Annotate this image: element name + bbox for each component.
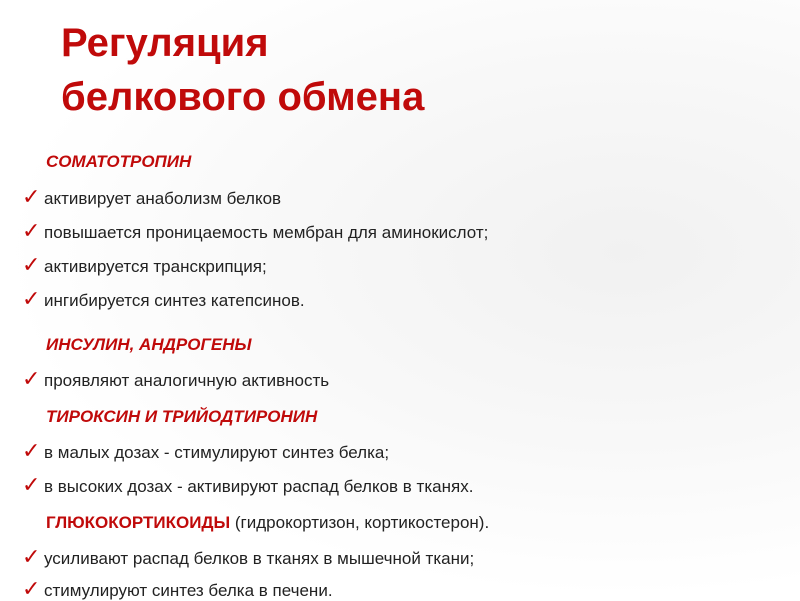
- list-item: [22, 438, 390, 463]
- list-item: [22, 366, 330, 391]
- list-item: [22, 544, 475, 569]
- checkmark-icon: ✓: [22, 286, 41, 311]
- checkmark-icon: ✓: [22, 218, 41, 243]
- section-heading-insulin: ИНСУЛИН, АНДРОГЕНЫ: [46, 335, 252, 354]
- section-heading-glucocorticoids: [46, 513, 489, 533]
- title-line-1: Регуляция: [61, 21, 269, 65]
- list-item: [22, 252, 267, 277]
- list-item-text: в малых дозах - стимулируют синтез белка;: [44, 443, 390, 462]
- list-item-text: стимулируют синтез белка в печени.: [44, 581, 333, 600]
- list-item: [22, 472, 474, 497]
- section-heading-thyroxine: ТИРОКСИН И ТРИЙОДТИРОНИН: [46, 407, 318, 426]
- checkmark-icon: ✓: [22, 184, 41, 209]
- list-item-text: в высоких дозах - активируют распад белков в тканях.: [44, 477, 474, 496]
- section-heading-glucocorticoids-label: ГЛЮКОКОРТИКОИДЫ: [46, 513, 231, 532]
- list-item: [22, 576, 333, 601]
- list-item-text: активируется транскрипция;: [44, 257, 267, 276]
- checkmark-icon: ✓: [22, 472, 41, 497]
- checkmark-icon: ✓: [22, 544, 41, 569]
- title-line-2: белкового обмена: [61, 75, 425, 119]
- list-item-text: повышается проницаемость мембран для аминокислот;: [44, 223, 489, 242]
- section-heading-note: (гидрокортизон, кортикостерон).: [230, 513, 490, 532]
- checkmark-icon: ✓: [22, 252, 41, 277]
- list-item: [22, 286, 305, 311]
- list-item: [22, 218, 489, 243]
- list-item-text: активирует анаболизм белков: [44, 189, 282, 208]
- checkmark-icon: ✓: [22, 576, 41, 601]
- list-item-text: ингибируется синтез катепсинов.: [44, 291, 305, 310]
- section-heading-somatotropin: СОМАТОТРОПИН: [46, 152, 192, 171]
- list-item: [22, 184, 282, 209]
- list-item-text: проявляют аналогичную активность: [44, 371, 330, 390]
- list-item-text: усиливают распад белков в тканях в мышечной ткани;: [44, 549, 475, 568]
- checkmark-icon: ✓: [22, 366, 41, 391]
- checkmark-icon: ✓: [22, 438, 41, 463]
